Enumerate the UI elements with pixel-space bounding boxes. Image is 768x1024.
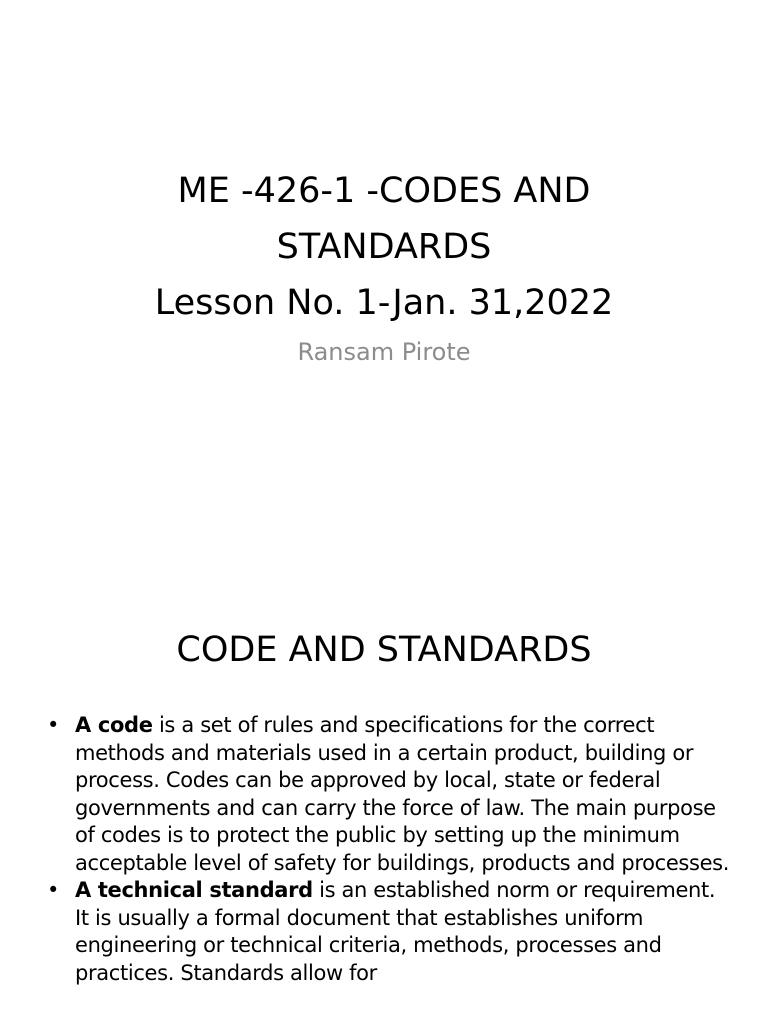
bullet-icon: • bbox=[47, 878, 60, 902]
slide-title-line: STANDARDS bbox=[276, 227, 492, 267]
bullet-item-code bbox=[44, 712, 734, 877]
slide-heading: CODE AND STANDARDS bbox=[176, 630, 592, 670]
bullet-term: A technical standard bbox=[75, 878, 313, 902]
slide-title-line: Lesson No. 1-Jan. 31,2022 bbox=[154, 283, 614, 323]
content-slide bbox=[0, 576, 768, 1024]
bullet-term: A code bbox=[75, 713, 153, 737]
slide-title bbox=[40, 163, 728, 331]
bullet-icon: • bbox=[47, 713, 60, 737]
bullet-text: is a set of rules and specifications for the correct methods and materials used in a certain product, building or process. Codes can be approved by local, state or federal governments and can carry the force of law. The main purpose of codes is to protect the public by setting up the minimum acceptable level of safety for buildings, products and processes. bbox=[75, 713, 730, 875]
slide-subtitle-author: Ransam Pirote bbox=[297, 338, 471, 366]
bullet-text: is an established norm or requirement. It is usually a formal document that establishes uniform engineering or technical criteria, methods, processes and practices. Standards allow for bbox=[75, 878, 716, 985]
slide-title-line: ME -426-1 -CODES AND bbox=[177, 171, 591, 211]
bullet-item-technical-standard bbox=[44, 877, 734, 987]
bullet-list bbox=[44, 712, 734, 987]
